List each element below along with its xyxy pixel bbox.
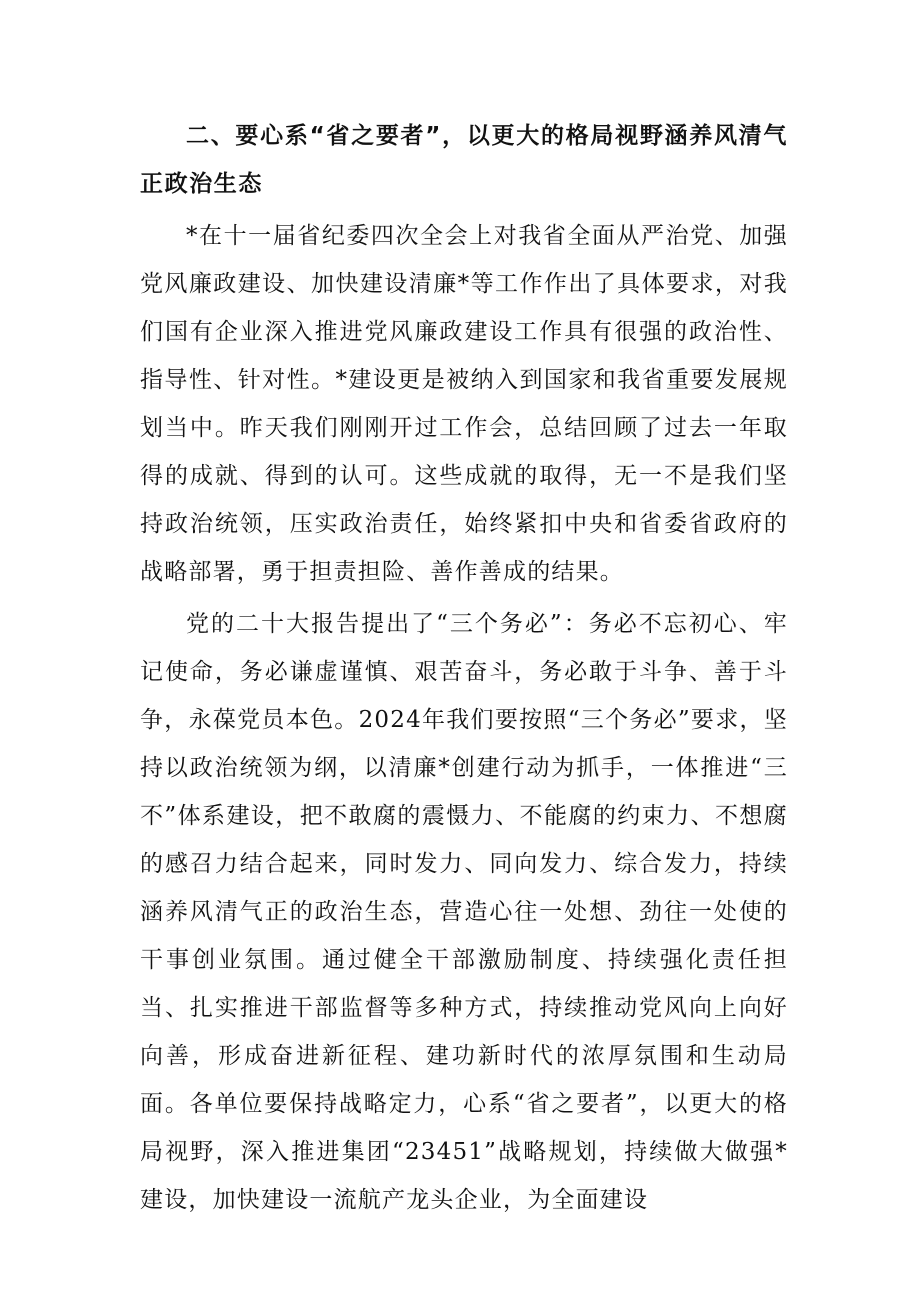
paragraph-1: *在十一届省纪委四次全会上对我省全面从严治党、加强党风廉政建设、加快建设清廉*等工作作出了具体要求，对我们国有企业深入推进党风廉政建设工作具有很强的政治性、指导性、针对性。*建设更是被纳入到国家和我省重要发展规划当中。昨天我们刚刚开过工作会，总结回顾了过去一年取得的成就、得到的认可。这些成就的取得，无一不是我们坚持政治统领，压实政治责任，始终紧扣中央和省委省政府的战略部署，勇于担责担险、善作善成的结果。 <box>140 223 788 585</box>
section-heading: 二、要心系“省之要者”，以更大的格局视野涵养风清气正政治生态 <box>140 123 788 197</box>
paragraph-2: 党的二十大报告提出了“三个务必”：务必不忘初心、牢记使命，务必谦虚谨慎、艰苦奋斗，务必敢于斗争、善于斗争，永葆党员本色。2024年我们要按照“三个务必”要求，坚持以政治统领为纲，以清廉*创建行动为抓手，一体推进“三不”体系建设，把不敢腐的震慑力、不能腐的约束力、不想腐的感召力结合起来，同时发力、同向发力、综合发力，持续涵养风清气正的政治生态，营造心往一处想、劲往一处使的干事创业氛围。通过健全干部激励制度、持续强化责任担当、扎实推进干部监督等多种方式，持续推动党风向上向好向善，形成奋进新征程、建功新时代的浓厚氛围和生动局面。各单位要保持战略定力，心系“省之要者”，以更大的格局视野，深入推进集团“23451”战略规划，持续做大做强*建设，加快建设一流航产龙头企业，为全面建设 <box>140 611 788 1213</box>
document-body <box>140 112 788 1224</box>
